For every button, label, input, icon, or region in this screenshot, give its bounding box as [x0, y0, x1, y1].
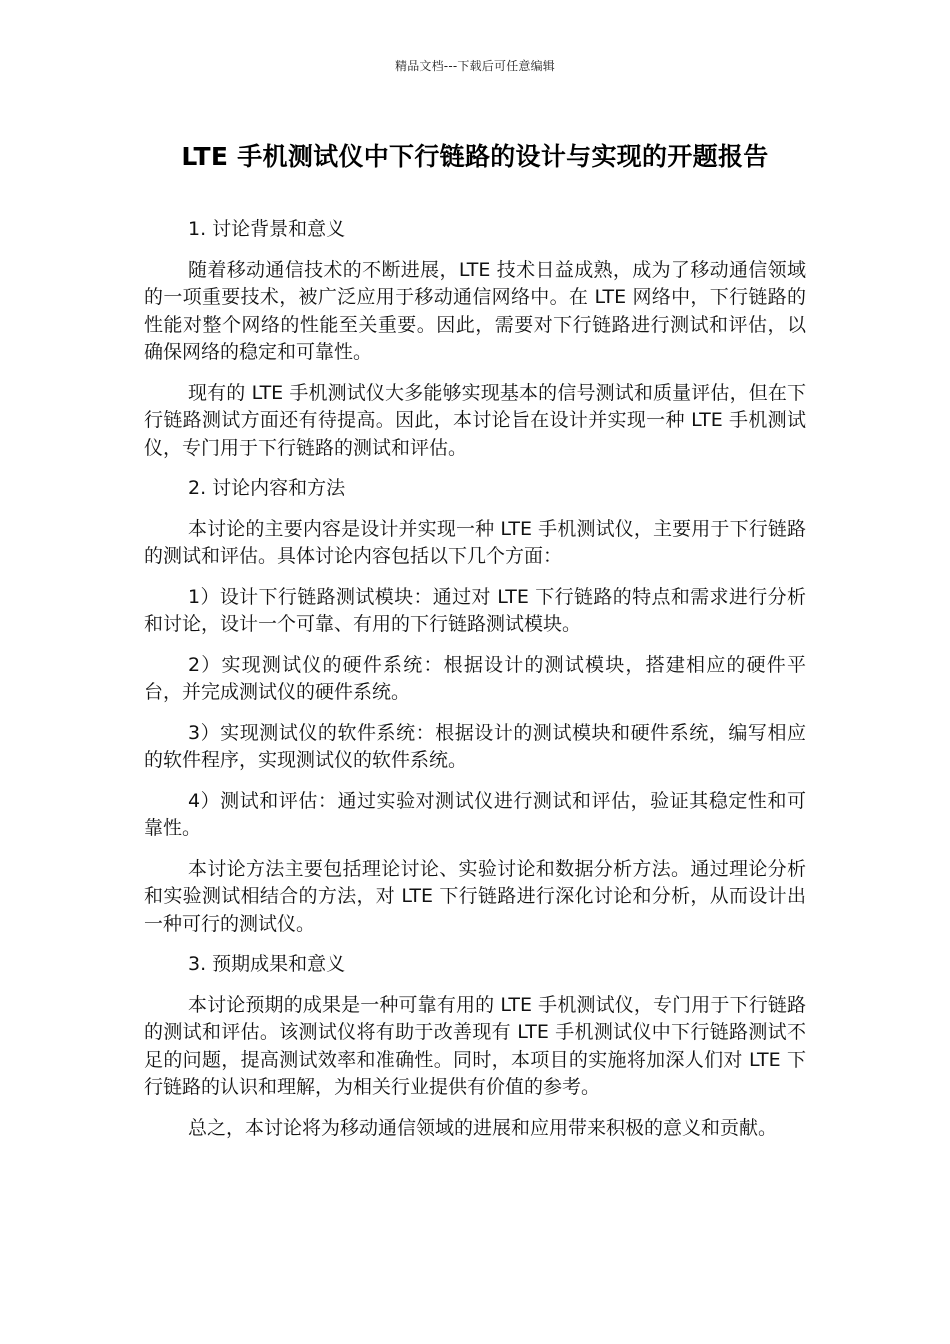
section-heading-background: 1. 讨论背景和意义: [188, 218, 346, 240]
document-title: LTE 手机测试仪中下行链路的设计与实现的开题报告: [181, 142, 769, 171]
section-heading-content-method: 2. 讨论内容和方法: [188, 477, 346, 499]
list-item: 1）设计下行链路测试模块：通过对 LTE 下行链路的特点和需求进行分析和讨论，设计一个可靠、有用的下行链路测试模块。: [144, 585, 806, 635]
paragraph: 总之，本讨论将为移动通信领域的进展和应用带来积极的意义和贡献。: [188, 1116, 778, 1139]
list-item: 3）实现测试仪的软件系统：根据设计的测试模块和硬件系统，编写相应的软件程序，实现测试仪的软件系统。: [144, 721, 806, 771]
section-heading-expected-results: 3. 预期成果和意义: [188, 953, 346, 975]
document-body: [144, 216, 806, 1142]
paragraph: 本讨论的主要内容是设计并实现一种 LTE 手机测试仪，主要用于下行链路的测试和评估。具体讨论内容包括以下几个方面：: [144, 517, 806, 567]
list-item: 4）测试和评估：通过实验对测试仪进行测试和评估，验证其稳定性和可靠性。: [144, 789, 806, 839]
paragraph: 现有的 LTE 手机测试仪大多能够实现基本的信号测试和质量评估，但在下行链路测试方面还有待提高。因此，本讨论旨在设计并实现一种 LTE 手机测试仪，专门用于下行链路的测试和评估。: [144, 381, 806, 459]
page-header: 精品文档---下载后可任意编辑: [395, 59, 555, 73]
paragraph: 本讨论方法主要包括理论讨论、实验讨论和数据分析方法。通过理论分析和实验测试相结合的方法，对 LTE 下行链路进行深化讨论和分析，从而设计出一种可行的测试仪。: [144, 857, 806, 935]
paragraph: 随着移动通信技术的不断进展，LTE 技术日益成熟，成为了移动通信领域的一项重要技术，被广泛应用于移动通信网络中。在 LTE 网络中，下行链路的性能对整个网络的性能至关重要。因此，需要对下行链路进行测试和评估，以确保网络的稳定和可靠性。: [144, 258, 806, 363]
paragraph: 本讨论预期的成果是一种可靠有用的 LTE 手机测试仪，专门用于下行链路的测试和评估。该测试仪将有助于改善现有 LTE 手机测试仪中下行链路测试不足的问题，提高测试效率和准确性。同时，本项目的实施将加深人们对 LTE 下行链路的认识和理解，为相关行业提供有价值的参考。: [144, 993, 806, 1098]
list-item: 2）实现测试仪的硬件系统：根据设计的测试模块，搭建相应的硬件平台，并完成测试仪的硬件系统。: [144, 653, 806, 703]
